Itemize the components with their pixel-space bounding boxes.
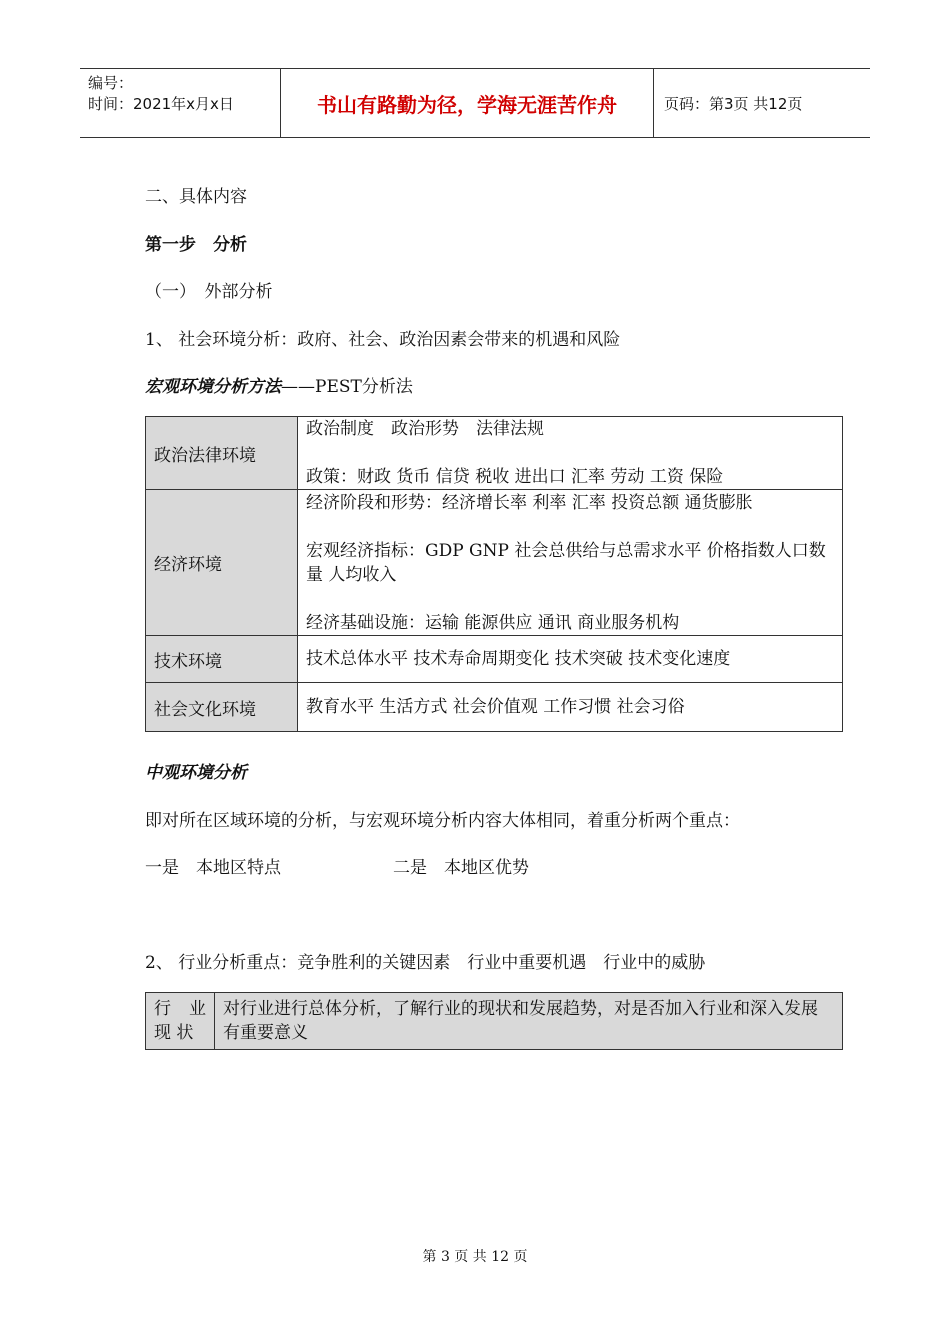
step-title: 第一步 分析 xyxy=(145,235,247,255)
row-label: 政治法律环境 xyxy=(146,417,298,490)
sub-title: （一） 外部分析 xyxy=(145,282,273,302)
page-header xyxy=(80,68,870,138)
row-value: 经济阶段和形势：经济增长率 利率 汇率 投资总额 通货膨胀 宏观经济指标：GDP GNP 社会总供给与总需求水平 价格指数人口数量 人均收入 经济基础设施：运输 能源供应 通讯 商业服务机构 xyxy=(298,490,843,636)
table-row xyxy=(146,683,843,732)
table-row xyxy=(146,490,843,636)
table-row xyxy=(146,636,843,683)
row-value: 政治制度 政治形势 法律法规 政策：财政 货币 信贷 税收 进出口 汇率 劳动 工资 保险 xyxy=(298,417,843,490)
row-value: 对行业进行总体分析，了解行业的现状和发展趋势，对是否加入行业和深入发展有重要意义 xyxy=(215,993,843,1050)
row-value: 教育水平 生活方式 社会价值观 工作习惯 社会习俗 xyxy=(298,683,843,732)
table-row xyxy=(146,417,843,490)
page-label: 页码：第3页 共12页 xyxy=(664,94,803,113)
date-label: 时间：2021年x月x日 xyxy=(88,95,234,113)
row-value: 技术总体水平 技术寿命周期变化 技术突破 技术变化速度 xyxy=(298,636,843,683)
row-label: 行 业 现 状 xyxy=(146,993,215,1050)
page-footer: 第 3 页 共 12 页 xyxy=(422,1249,528,1265)
macro-title xyxy=(145,372,413,397)
meso-title: 中观环境分析 xyxy=(145,763,247,783)
point-2: 二是 本地区优势 xyxy=(393,858,529,878)
row-label: 技术环境 xyxy=(146,636,298,683)
motto: 书山有路勤为径，学海无涯苦作舟 xyxy=(281,69,654,137)
row-label: 经济环境 xyxy=(146,490,298,636)
macro-title-italic: 宏观环境分析方法 xyxy=(145,377,281,397)
section-title: 二、具体内容 xyxy=(145,187,247,207)
meso-desc: 即对所在区域环境的分析，与宏观环境分析内容大体相同，着重分析两个重点： xyxy=(145,811,740,831)
macro-title-rest: ——PEST分析法 xyxy=(281,377,413,397)
item-1: 1、 社会环境分析：政府、社会、政治因素会带来的机遇和风险 xyxy=(145,330,621,350)
number-label: 编号： xyxy=(88,74,134,92)
row-label: 社会文化环境 xyxy=(146,683,298,732)
item-2: 2、 行业分析重点：竞争胜利的关键因素 行业中重要机遇 行业中的威胁 xyxy=(145,953,706,973)
pest-table xyxy=(145,416,843,732)
table-row xyxy=(146,993,843,1050)
point-1: 一是 本地区特点 xyxy=(145,858,281,878)
industry-table xyxy=(145,992,843,1050)
header-left-cell xyxy=(80,69,281,137)
